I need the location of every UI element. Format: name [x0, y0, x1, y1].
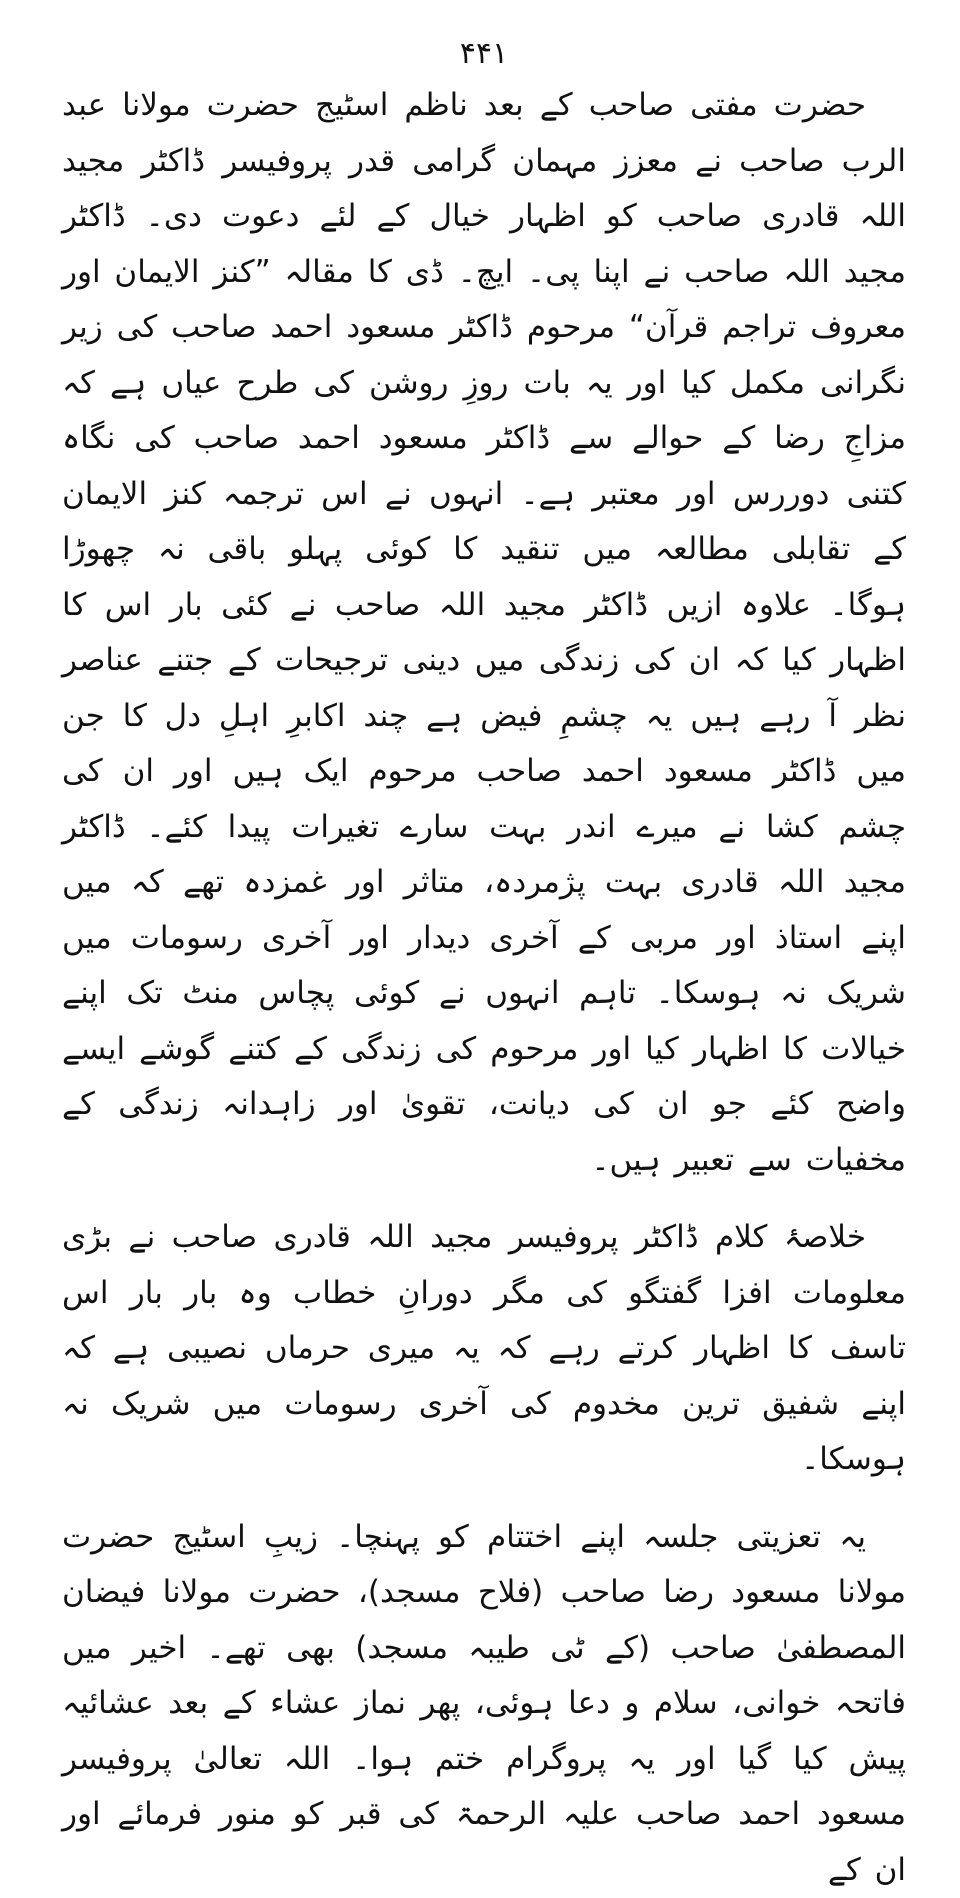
paragraph-2: خلاصۂ کلام ڈاکٹر پروفیسر مجید اللہ قادری صاحب نے بڑی معلومات افزا گفتگو کی مگر دورانِ خطاب وہ بار بار اس تاسف کا اظہار کرتے رہے کہ یہ میری حرماں نصیبی ہے کہ اپنے شفیق ترین مخدوم کی آخری رسومات میں شریک نہ ہوسکا۔: [62, 1210, 906, 1488]
page-number: ۴۴۱: [62, 34, 906, 78]
paragraph-1: حضرت مفتی صاحب کے بعد ناظم اسٹیج حضرت مولانا عبد الرب صاحب نے معزز مہمان گرامی قدر پروفیسر ڈاکٹر مجید اللہ قادری صاحب کو اظہار خیال کے لئے دعوت دی۔ ڈاکٹر مجید اللہ صاحب نے اپنا پی۔ ایچ۔ ڈی کا مقالہ ”کنز الایمان اور معروف تراجم قرآن“ مرحوم ڈاکٹر مسعود احمد صاحب کی زیر نگرانی مکمل کیا اور یہ بات روزِ روشن کی طرح عیاں ہے کہ مزاجِ رضا کے حوالے سے ڈاکٹر مسعود احمد صاحب کی نگاہ کتنی دوررس اور معتبر ہے۔ انہوں نے اس ترجمہ کنز الایمان کے تقابلی مطالعہ میں تنقید کا کوئی پہلو باقی نہ چھوڑا ہوگا۔ علاوہ ازیں ڈاکٹر مجید اللہ صاحب نے کئی بار اس کا اظہار کیا کہ ان کی زندگی میں دینی ترجیحات کے جتنے عناصر نظر آ رہے ہیں یہ چشمِ فیض ہے چند اکابرِ اہلِ دل کا جن میں ڈاکٹر مسعود احمد صاحب مرحوم ایک ہیں اور ان کی چشم کشا نے میرے اندر بہت سارے تغیرات پیدا کئے۔ ڈاکٹر مجید اللہ قادری بہت پژمردہ، متاثر اور غمزدہ تھے کہ میں اپنے استاذ اور مربی کے آخری دیدار اور آخری رسومات میں شریک نہ ہوسکا۔ تاہم انہوں نے کوئی پچاس منٹ تک اپنے خیالات کا اظہار کیا اور مرحوم کی زندگی کے کتنے گوشے ایسے واضح کئے جو ان کی دیانت، تقویٰ اور زاہدانہ زندگی کے مخفیات سے تعبیر ہیں۔: [62, 78, 906, 1188]
paragraph-3: یہ تعزیتی جلسہ اپنے اختتام کو پہنچا۔ زیبِ اسٹیج حضرت مولانا مسعود رضا صاحب (فلاح مسجد)، حضرت مولانا فیضان المصطفیٰ صاحب (کے ٹی طیبہ مسجد) بھی تھے۔ اخیر میں فاتحہ خوانی، سلام و دعا ہوئی، پھر نماز عشاء کے بعد عشائیہ پیش کیا گیا اور یہ پروگرام ختم ہوا۔ اللہ تعالیٰ پروفیسر مسعود احمد صاحب علیہ الرحمۃ کی قبر کو منور فرمائے اور ان کے: [62, 1510, 906, 1898]
